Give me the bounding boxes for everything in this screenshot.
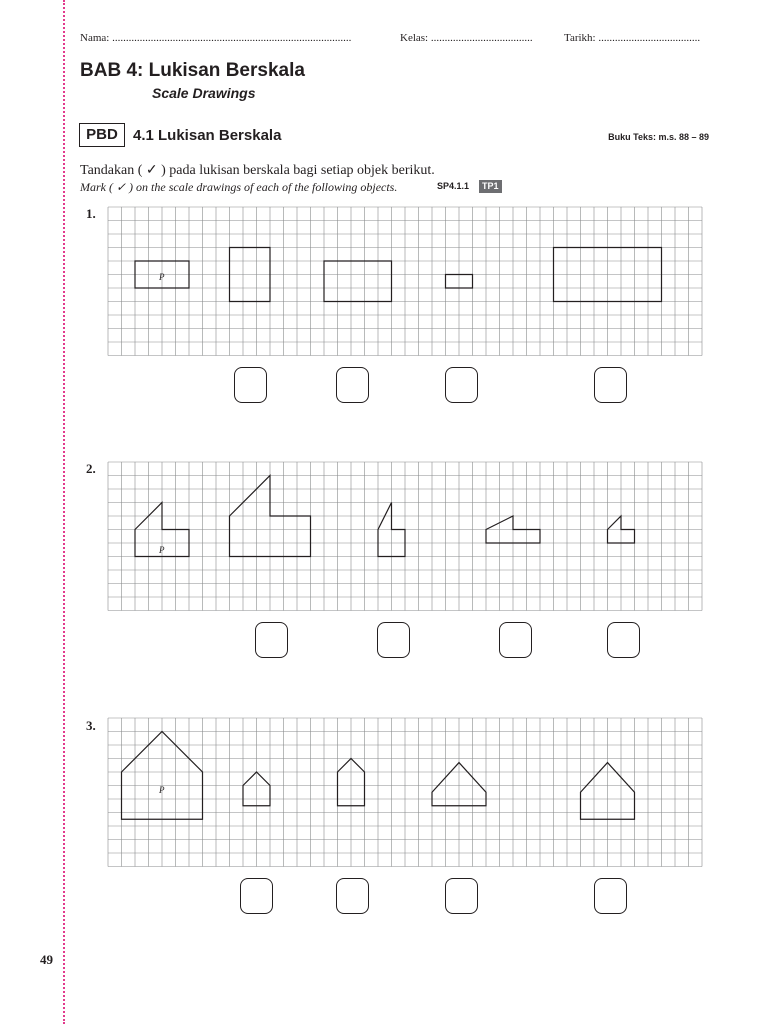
chapter-title: BAB 4: Lukisan Berskala (80, 60, 305, 81)
square-grid-q3 (108, 718, 702, 867)
section-title: 4.1 Lukisan Berskala (133, 127, 282, 144)
question-number-1: 1. (86, 206, 96, 221)
question-number-3: 3. (86, 718, 96, 733)
instruction-malay: Tandakan ( ✓ ) pada lukisan berskala bagi setiap objek berikut. (80, 163, 435, 178)
object-label-q3: P (159, 785, 165, 795)
answer-box-q2-d[interactable] (607, 622, 640, 658)
answer-box-q1-a[interactable] (234, 367, 267, 403)
answer-box-q3-b[interactable] (336, 878, 369, 914)
answer-box-q2-c[interactable] (499, 622, 532, 658)
date-field[interactable]: Tarikh: ..................................... (564, 32, 701, 44)
answer-box-q3-a[interactable] (240, 878, 273, 914)
object-label-q2: P (159, 545, 165, 555)
instruction-english: Mark ( ✓ ) on the scale drawings of each of the following objects. (80, 180, 398, 194)
square-grid-q1 (108, 207, 702, 356)
answer-box-q1-b[interactable] (336, 367, 369, 403)
tp-level-badge: TP1 (479, 180, 502, 193)
object-label-q1: P (159, 272, 165, 282)
option-rectangle-b (324, 261, 392, 302)
answer-box-q1-c[interactable] (445, 367, 478, 403)
name-field[interactable]: Nama: ....................................................................................... (80, 32, 352, 44)
chapter-subtitle: Scale Drawings (152, 85, 256, 101)
question-number-2: 2. (86, 461, 96, 476)
standard-code: SP4.1.1 (437, 181, 470, 191)
answer-box-q1-d[interactable] (594, 367, 627, 403)
answer-box-q3-c[interactable] (445, 878, 478, 914)
answer-box-q2-b[interactable] (377, 622, 410, 658)
answer-box-q3-d[interactable] (594, 878, 627, 914)
pbd-tag: PBD (79, 123, 125, 147)
textbook-reference: Buku Teks: m.s. 88 – 89 (608, 132, 709, 142)
page-number: 49 (40, 952, 53, 967)
class-field[interactable]: Kelas: ..................................... (400, 32, 533, 44)
answer-box-q2-a[interactable] (255, 622, 288, 658)
